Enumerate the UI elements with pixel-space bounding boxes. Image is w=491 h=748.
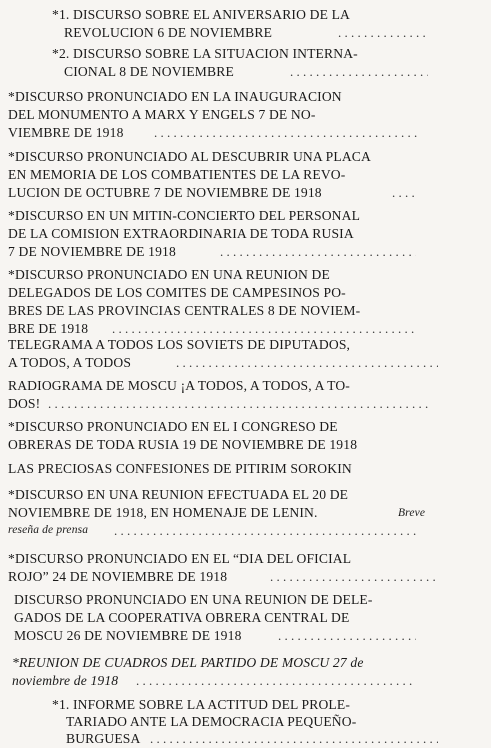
entry-title-line: DEL MONUMENTO A MARX Y ENGELS 7 DE NO- — [8, 107, 316, 122]
dot-leader — [176, 354, 438, 371]
entry-title-line: NOVIEMBRE DE 1918, EN HOMENAJE DE LENIN. — [8, 505, 318, 520]
entry-title-line: noviembre de 1918 — [12, 673, 119, 688]
entry-title-line: RADIOGRAMA DE MOSCU ¡A TODOS, A TODOS, A TO- — [8, 378, 350, 393]
entry-title-line: BURGUESA — [66, 731, 141, 746]
entry-title-line: VIEMBRE DE 1918 — [8, 125, 124, 140]
entry-title-line: EN MEMORIA DE LOS COMBATIENTES DE LA REVO- — [8, 167, 346, 182]
entry-title-line: GADOS DE LA COOPERATIVA OBRERA CENTRAL DE — [14, 610, 350, 625]
dot-leader — [338, 24, 428, 41]
entry-title-line: *DISCURSO PRONUNCIADO EN EL I CONGRESO DE — [8, 419, 338, 434]
entry-title-line: DOS! — [8, 396, 41, 411]
dot-leader — [150, 730, 438, 747]
entry-title-line: DISCURSO PRONUNCIADO EN UNA REUNION DE DELE- — [14, 592, 373, 607]
entry-title-line: DELEGADOS DE LOS COMITES DE CAMPESINOS PO- — [8, 285, 346, 300]
entry-title-line: *DISCURSO PRONUNCIADO EN LA INAUGURACION — [8, 89, 342, 104]
entry-title-line: *1. DISCURSO SOBRE EL ANIVERSARIO DE LA — [52, 7, 351, 22]
dot-leader — [114, 522, 416, 539]
entry-title-line: *1. INFORME SOBRE LA ACTITUD DEL PROLE- — [52, 697, 350, 712]
dot-leader — [48, 395, 428, 412]
entry-title-line: BRES DE LAS PROVINCIAS CENTRALES 8 DE NOVIEM- — [8, 303, 361, 318]
entry-title-line: *DISCURSO PRONUNCIADO AL DESCUBRIR UNA PLACA — [8, 149, 371, 164]
dot-leader — [290, 63, 428, 80]
entry-title-line: LUCION DE OCTUBRE 7 DE NOVIEMBRE DE 1918 — [8, 185, 322, 200]
entry-title-line: REVOLUCION 6 DE NOVIEMBRE — [64, 25, 273, 40]
entry-title-line: LAS PRECIOSAS CONFESIONES DE PITIRIM SOROKIN — [8, 461, 352, 476]
dot-leader — [278, 627, 416, 644]
entry-title-line: *DISCURSO PRONUNCIADO EN UNA REUNION DE — [8, 267, 330, 282]
entry-title-line: *DISCURSO EN UN MITIN-CONCIERTO DEL PERSONAL — [8, 208, 361, 223]
dot-leader — [220, 243, 416, 260]
dot-leader — [112, 320, 417, 337]
entry-title-line: *REUNION DE CUADROS DEL PARTIDO DE MOSCU 27 de — [12, 655, 364, 670]
entry-title-line: *DISCURSO PRONUNCIADO EN EL “DIA DEL OFICIAL — [8, 551, 352, 566]
entry-title-line: TELEGRAMA A TODOS LOS SOVIETS DE DIPUTADOS, — [8, 337, 351, 352]
entry-title-line: TARIADO ANTE LA DEMOCRACIA PEQUEÑO- — [66, 714, 357, 729]
entry-title-line: 7 DE NOVIEMBRE DE 1918 — [8, 244, 176, 259]
entry-note: reseña de prensa — [8, 524, 89, 536]
entry-title-line: *DISCURSO EN UNA REUNION EFECTUADA EL 20 DE — [8, 487, 349, 502]
entry-title-line: *2. DISCURSO SOBRE LA SITUACION INTERNA- — [52, 46, 358, 61]
dot-leader — [136, 672, 416, 689]
entry-title-line: ROJO” 24 DE NOVIEMBRE DE 1918 — [8, 569, 228, 584]
entry-title-line: OBRERAS DE TODA RUSIA 19 DE NOVIEMBRE DE 1918 — [8, 437, 358, 452]
entry-title-line: BRE DE 1918 — [8, 321, 89, 336]
entry-title-line: DE LA COMISION EXTRAORDINARIA DE TODA RUSIA — [8, 226, 354, 241]
entry-title-line: CIONAL 8 DE NOVIEMBRE — [64, 64, 234, 79]
entry-title-line: A TODOS, A TODOS — [8, 355, 132, 370]
entry-note: Breve — [398, 507, 426, 519]
entry-title-line: MOSCU 26 DE NOVIEMBRE DE 1918 — [14, 628, 242, 643]
dot-leader — [270, 568, 438, 585]
dot-leader — [154, 124, 417, 141]
dot-leader — [392, 184, 416, 201]
